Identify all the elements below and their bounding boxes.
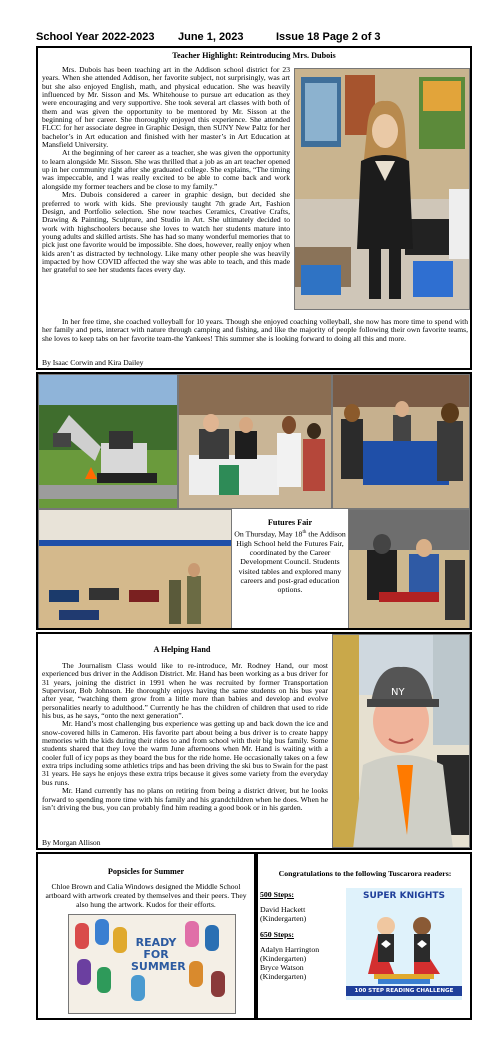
paragraph: In her free time, she coached volleyball for 10 years. Though she enjoyed coaching volleyball, she now has more time to spend with her family and pets, interact with nature through camping and fishing, and like the majority of people following their own favorite teams, she loves to keep tabs on her favorite team-the Yankees! This summer she is looking forward to doing all this and more. <box>42 317 468 343</box>
bus-driver-photo <box>332 634 470 848</box>
section-title: Popsicles for Summer <box>107 867 185 876</box>
popsicles-text: Chloe Brown and Calia Windows designed the Middle School artboard with artwork created by themselves and their peers. They also hung the artwork. Kudos for their efforts. <box>45 882 247 909</box>
paragraph: Mr. Hand’s most challenging bus experience was getting up and back down the ice and snow-covered hills in Cameron. His favorite part about being a bus driver is to create happy memories with the kids during their rides to and from school with their big bus family. Some students shared that they love the warm June afternoons when Mr. Hand is waiting with a cooler full of icy pops as they board the bus for the ride home. He occasionally takes on a few extra trips including some athletics trips and has been driving the ski bus to Swain for the past 31 years. He says he enjoys these extra trips because it gives some variety from the everyday bus runs. <box>42 719 328 787</box>
step-heading-650: 650 Steps: <box>260 930 295 939</box>
reader-name: Adalyn Harrington <box>260 945 320 954</box>
issue-date: June 1, 2023 <box>178 31 244 43</box>
newsletter-header <box>36 31 476 46</box>
popsicles-section <box>36 852 256 1020</box>
readers-section <box>256 852 472 1020</box>
logo-title: SUPER KNIGHTS <box>363 891 445 901</box>
futures-fair-caption <box>234 518 346 594</box>
caption-text: On Thursday, May 18 <box>234 529 303 539</box>
teacher-photo <box>294 68 470 310</box>
excavator-photo <box>38 374 178 509</box>
students-table-photo <box>332 374 470 509</box>
artboard-title: READY FOR SUMMER <box>131 936 186 973</box>
cap-logo-text: NY <box>391 687 405 698</box>
reader-name: David Hackett <box>260 905 306 914</box>
paragraph: Mrs. Dubois considered a career in graphic design, but decided she preferred to work with kids. She previously taught 7th grade Art, Fashion Design, and Portfolio selection. She now teaches Ceramics, Creative Crafts, Drawing & Painting, Sculpture, and Studio in Art. She ultimately decided to work with highschoolers because she loves to watch her students mature into young adults and skilled artists. She has had so many wonderful memories that to pick just one favorite would be impossible. She does, however, really enjoy when kids aren’t as distracted by technology. Like many other people she was heavily impacted by how COVID affected the way she was able to teach, and this made her grateful to see her students faces every day. <box>42 190 290 275</box>
article-body <box>42 662 328 812</box>
section-title: Futures Fair <box>267 518 313 527</box>
byline: By Morgan Allison <box>42 838 101 847</box>
article-body-wide <box>42 318 468 343</box>
helping-hand-section <box>36 632 472 850</box>
teacher-highlight-section <box>36 46 472 370</box>
gym-pushups-photo <box>38 509 232 630</box>
caption-text-rest: the Addison High School held the Futures Fair, coordinated by the Career Development Council. Students visited tables and explored many careers and post-grad education options. <box>236 529 346 595</box>
paragraph: Mr. Hand currently has no plans on retiring from being a district driver, but he looks forward to spending more time with his family and his grandchildren when he does. When he isn’t driving the bus, you can probably find him reading a good book or in his garden. <box>42 786 328 812</box>
artboard-photo <box>68 914 236 1014</box>
ordinal-suffix: th <box>302 530 307 536</box>
paragraph: The Journalism Class would like to re-introduce, Mr. Rodney Hand, our most experienced bus driver in the Addison District. Mr. Hand has been working as a bus driver for 31 years, joining the district in 1991 when he was recruited by former Transportation Supervisor, Bob Johnson. He thoroughly enjoys having the same students on his bus year after year, “watching them grow from a little more than babies and develop and evolve personalities nearly to adulthood.” Currently he has the children of children that used to ride his bus, as he says, “onto the next generation”. <box>42 661 328 721</box>
paragraph: Mrs. Dubois has been teaching art in the Addison school district for 23 years. When she attended Addison, her favorite subject, not surprisingly, was art but she also enjoyed English, math, and physical education. She was heavily influenced by Mr. Sisson and Ms. Whitehouse to pursue art education as they were encouraging and very supportive. She took several art classes with both of them and was given the opportunity to be mentored by Mr. Sisson at the beginning of her career. She thoroughly enjoyed this experience. She attended FLCC for her associate degree in Graphic Design, then SUNY New Paltz for her bachelor’s in Art education and finished with her master’s in Art Education at Mansfield University. <box>42 65 290 150</box>
section-title: A Helping Hand <box>153 645 211 654</box>
section-title: Teacher Highlight: Reintroducing Mrs. Dubois <box>172 51 336 60</box>
step-heading-500: 500 Steps: <box>260 890 295 899</box>
school-year: School Year 2022-2023 <box>36 31 155 43</box>
futures-fair-section <box>36 372 472 630</box>
section-title: Congratulations to the following Tuscarora readers: <box>278 869 452 878</box>
reader-grade: (Kindergarten) <box>260 914 307 923</box>
issue-number: Issue 18 Page 2 of 3 <box>276 31 381 43</box>
reader-list <box>260 890 344 981</box>
reader-grade: (Kindergarten) <box>260 972 307 981</box>
reader-name: Bryce Watson <box>260 963 304 972</box>
reader-grade: (Kindergarten) <box>260 954 307 963</box>
paragraph: At the beginning of her career as a teacher, she was given the opportunity to learn alongside Mr. Sisson. She was thrilled that a job as an art teacher opened up in her community right after she graduated college. She explains, “The timing was impeccable, and I was really excited to be able to come back and work alongside my former teachers and be close to my family.” <box>42 148 290 191</box>
fair-table-photo <box>178 374 332 509</box>
logo-subtitle: 100 STEP READING CHALLENGE <box>346 986 462 996</box>
byline: By Isaac Corwin and Kira Dailey <box>42 358 144 367</box>
super-knights-logo <box>346 888 462 1000</box>
welding-photo <box>348 509 470 630</box>
article-body <box>42 66 290 275</box>
